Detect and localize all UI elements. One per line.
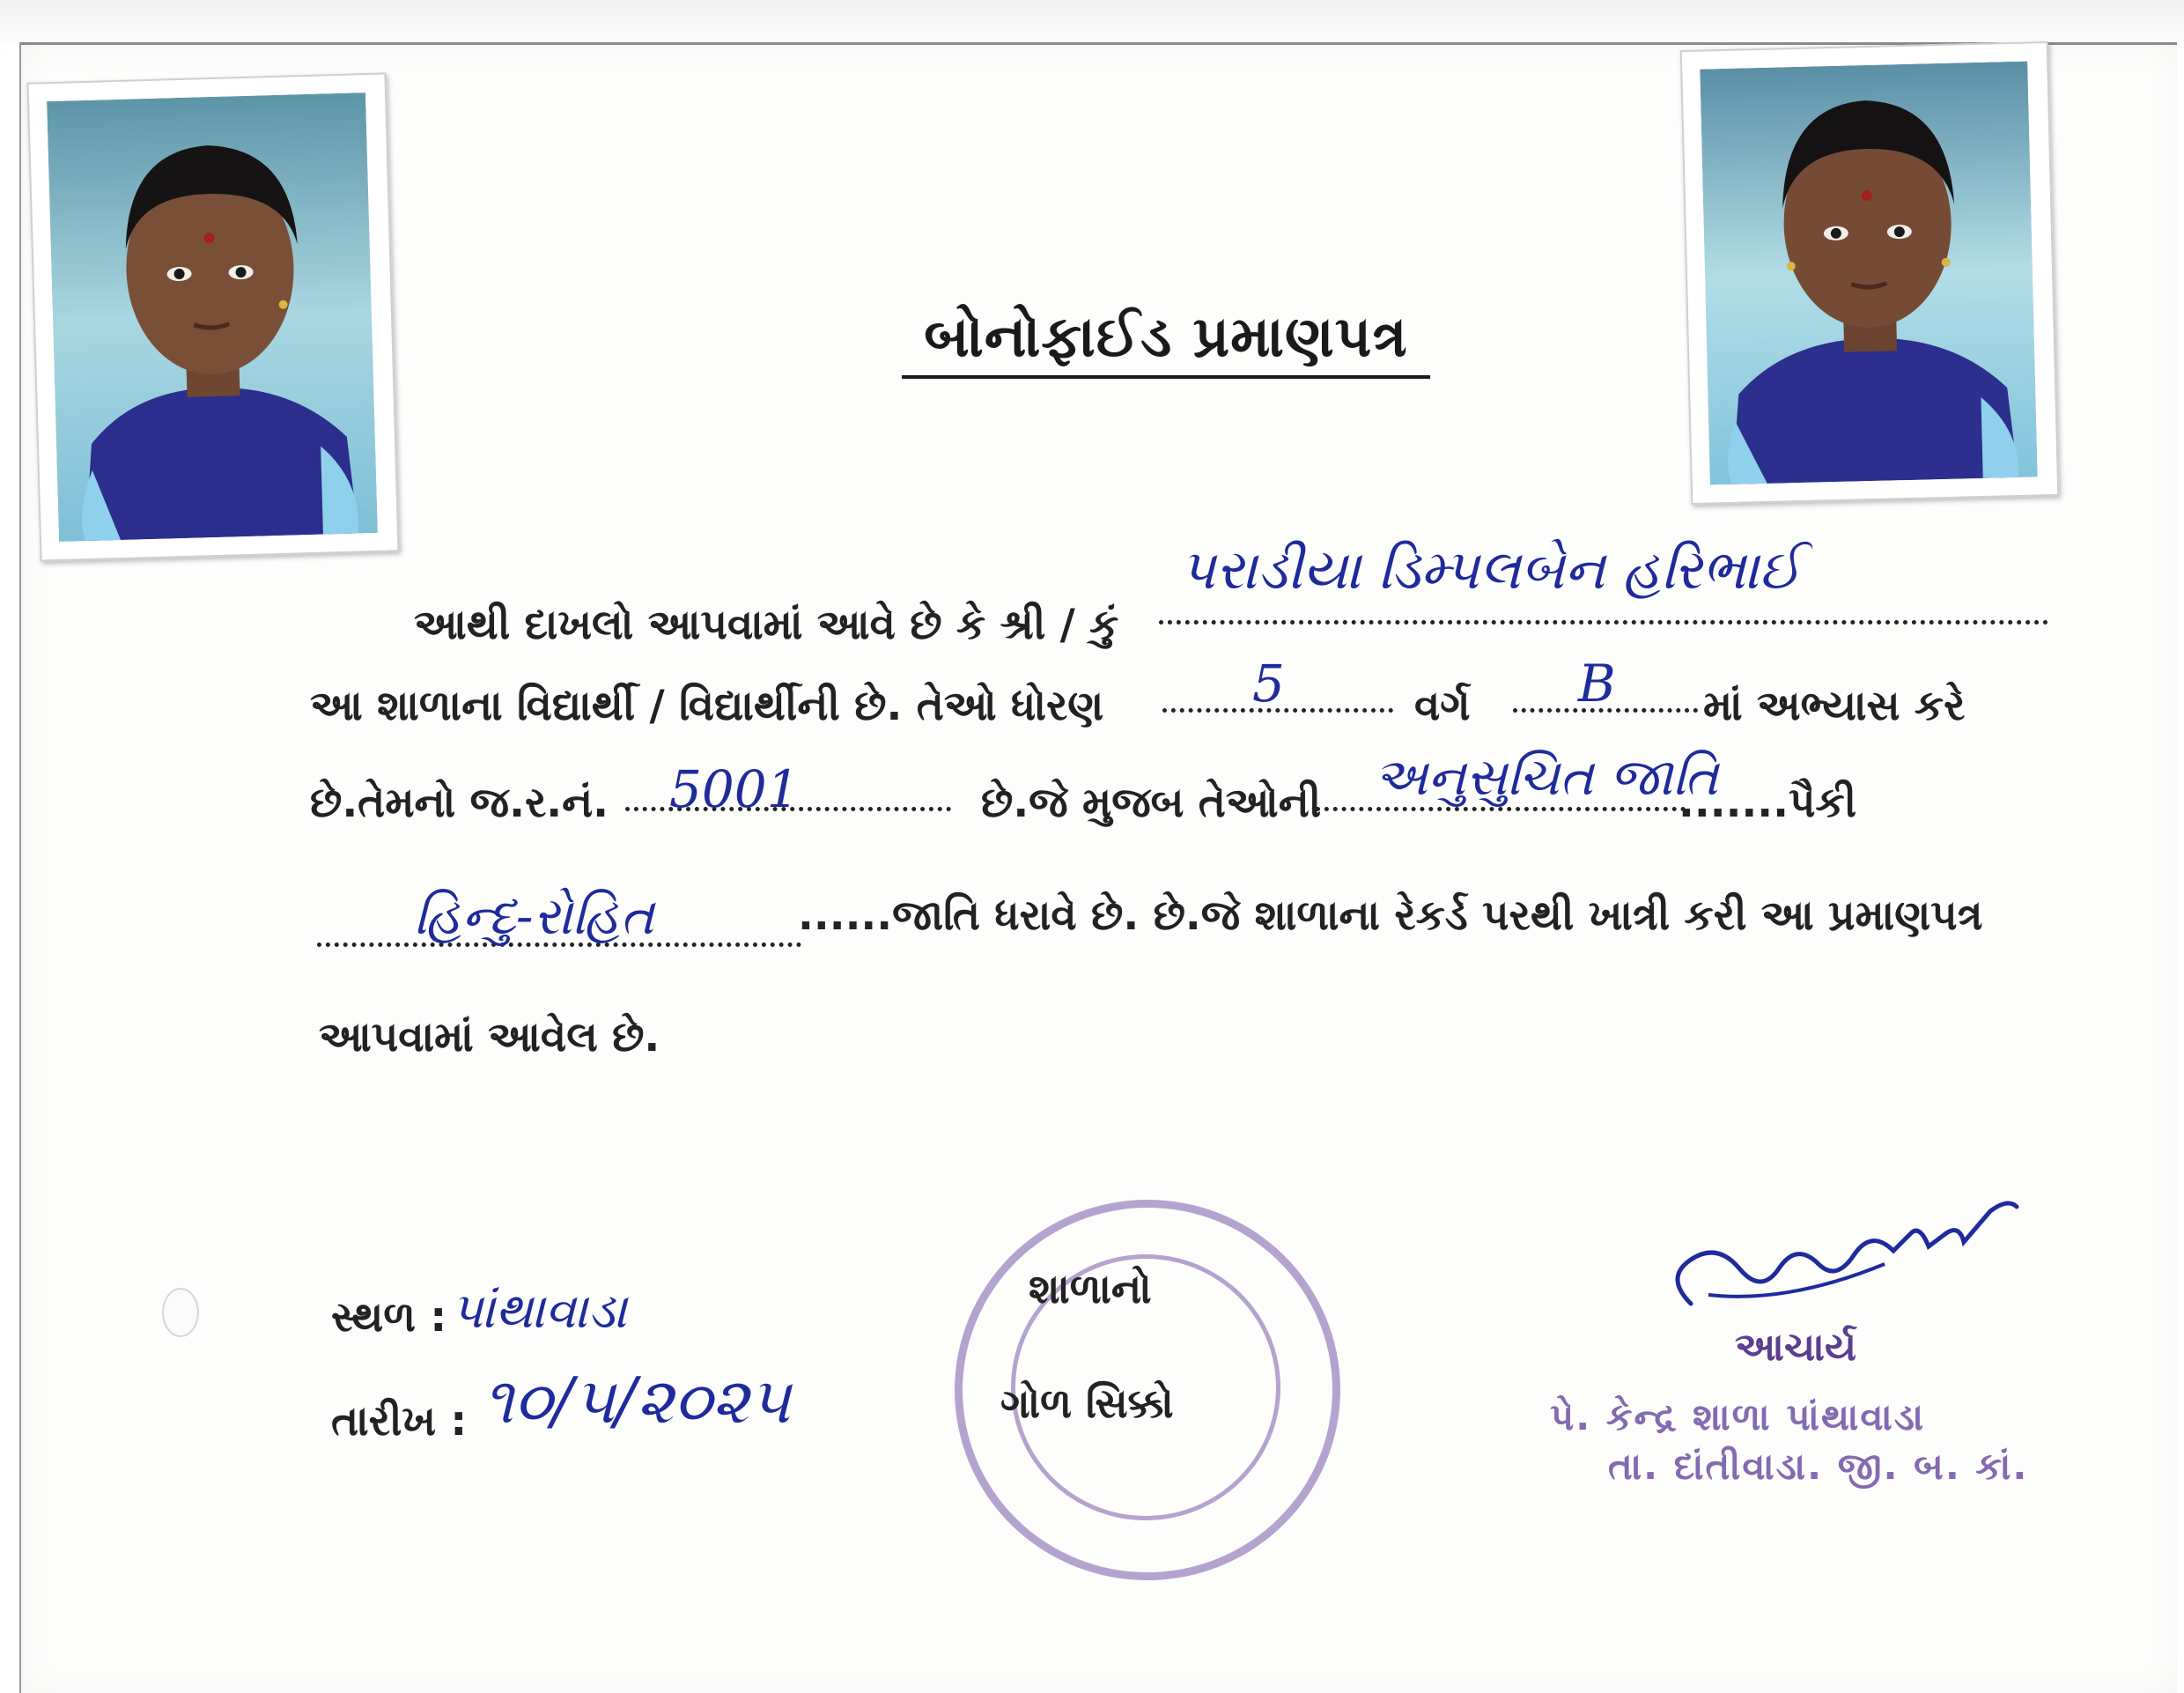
certificate-title: બોનોફાઈડ પ્રમાણપત્ર bbox=[902, 305, 1430, 379]
punch-hole bbox=[162, 1288, 199, 1337]
line3-prefix: છે.તેમનો જ.ર.નં. bbox=[310, 779, 609, 827]
student-photo-left-image bbox=[47, 92, 378, 542]
division-field: B bbox=[1578, 654, 1616, 713]
principal-role: આચાર્ય bbox=[1735, 1325, 1856, 1370]
student-photo-right bbox=[1680, 41, 2059, 505]
line4-suffix: ......જાતિ ધરાવે છે. છે.જે શાળાના રેકર્ડ પરથી ખાત્રી કરી આ પ્રમાણપત્ર bbox=[798, 891, 1983, 940]
line2-division-label: વર્ગ bbox=[1414, 682, 1471, 730]
standard-field: 5 bbox=[1252, 654, 1285, 713]
place-field: પાંથાવાડા bbox=[451, 1283, 627, 1340]
principal-stamp-line1: પે. કેન્દ્ર શાળા પાંથાવાડા bbox=[1550, 1395, 1926, 1438]
line5: આપવામાં આવેલ છે. bbox=[319, 1013, 660, 1061]
line3-suffix: .......પૈકી bbox=[1679, 779, 1857, 827]
place-label: સ્થળ : bbox=[331, 1293, 447, 1342]
line2-suffix: માં અભ્યાસ કરે bbox=[1703, 682, 1966, 730]
line2-prefix: આ શાળાના વિદ્યાર્થી / વિદ્યાર્થીની છે. તેઓ ધોરણ bbox=[310, 682, 1104, 730]
date-label: તારીખ : bbox=[331, 1397, 468, 1445]
line1-prefix: આથી દાખલો આપવામાં આવે છે કે શ્રી / કું bbox=[414, 601, 1119, 649]
seal-text-line2: ગોળ સિક્કો bbox=[1000, 1379, 1174, 1427]
principal-stamp-line2: તા. દાંતીવાડા. જી. બ. કાં. bbox=[1608, 1445, 2029, 1488]
student-photo-left bbox=[26, 72, 399, 561]
caste-field: હિન્દુ-રોહિત bbox=[414, 886, 654, 946]
principal-signature bbox=[1656, 1172, 2025, 1348]
seal-text-line1: શાળાનો bbox=[1029, 1265, 1152, 1312]
student-photo-right-image bbox=[1700, 62, 2037, 485]
student-name-field: પરાડીયા ડિમ્પલબેન હરિભાઈ bbox=[1180, 537, 1802, 602]
line3-mid: છે.જે મુજબ તેઓની bbox=[981, 779, 1322, 827]
gr-number-field: 5001 bbox=[669, 759, 800, 819]
category-field: અનુસુચિત જાતિ bbox=[1374, 747, 1719, 807]
date-field: ૧૦/૫/૨૦૨૫ bbox=[483, 1364, 791, 1438]
